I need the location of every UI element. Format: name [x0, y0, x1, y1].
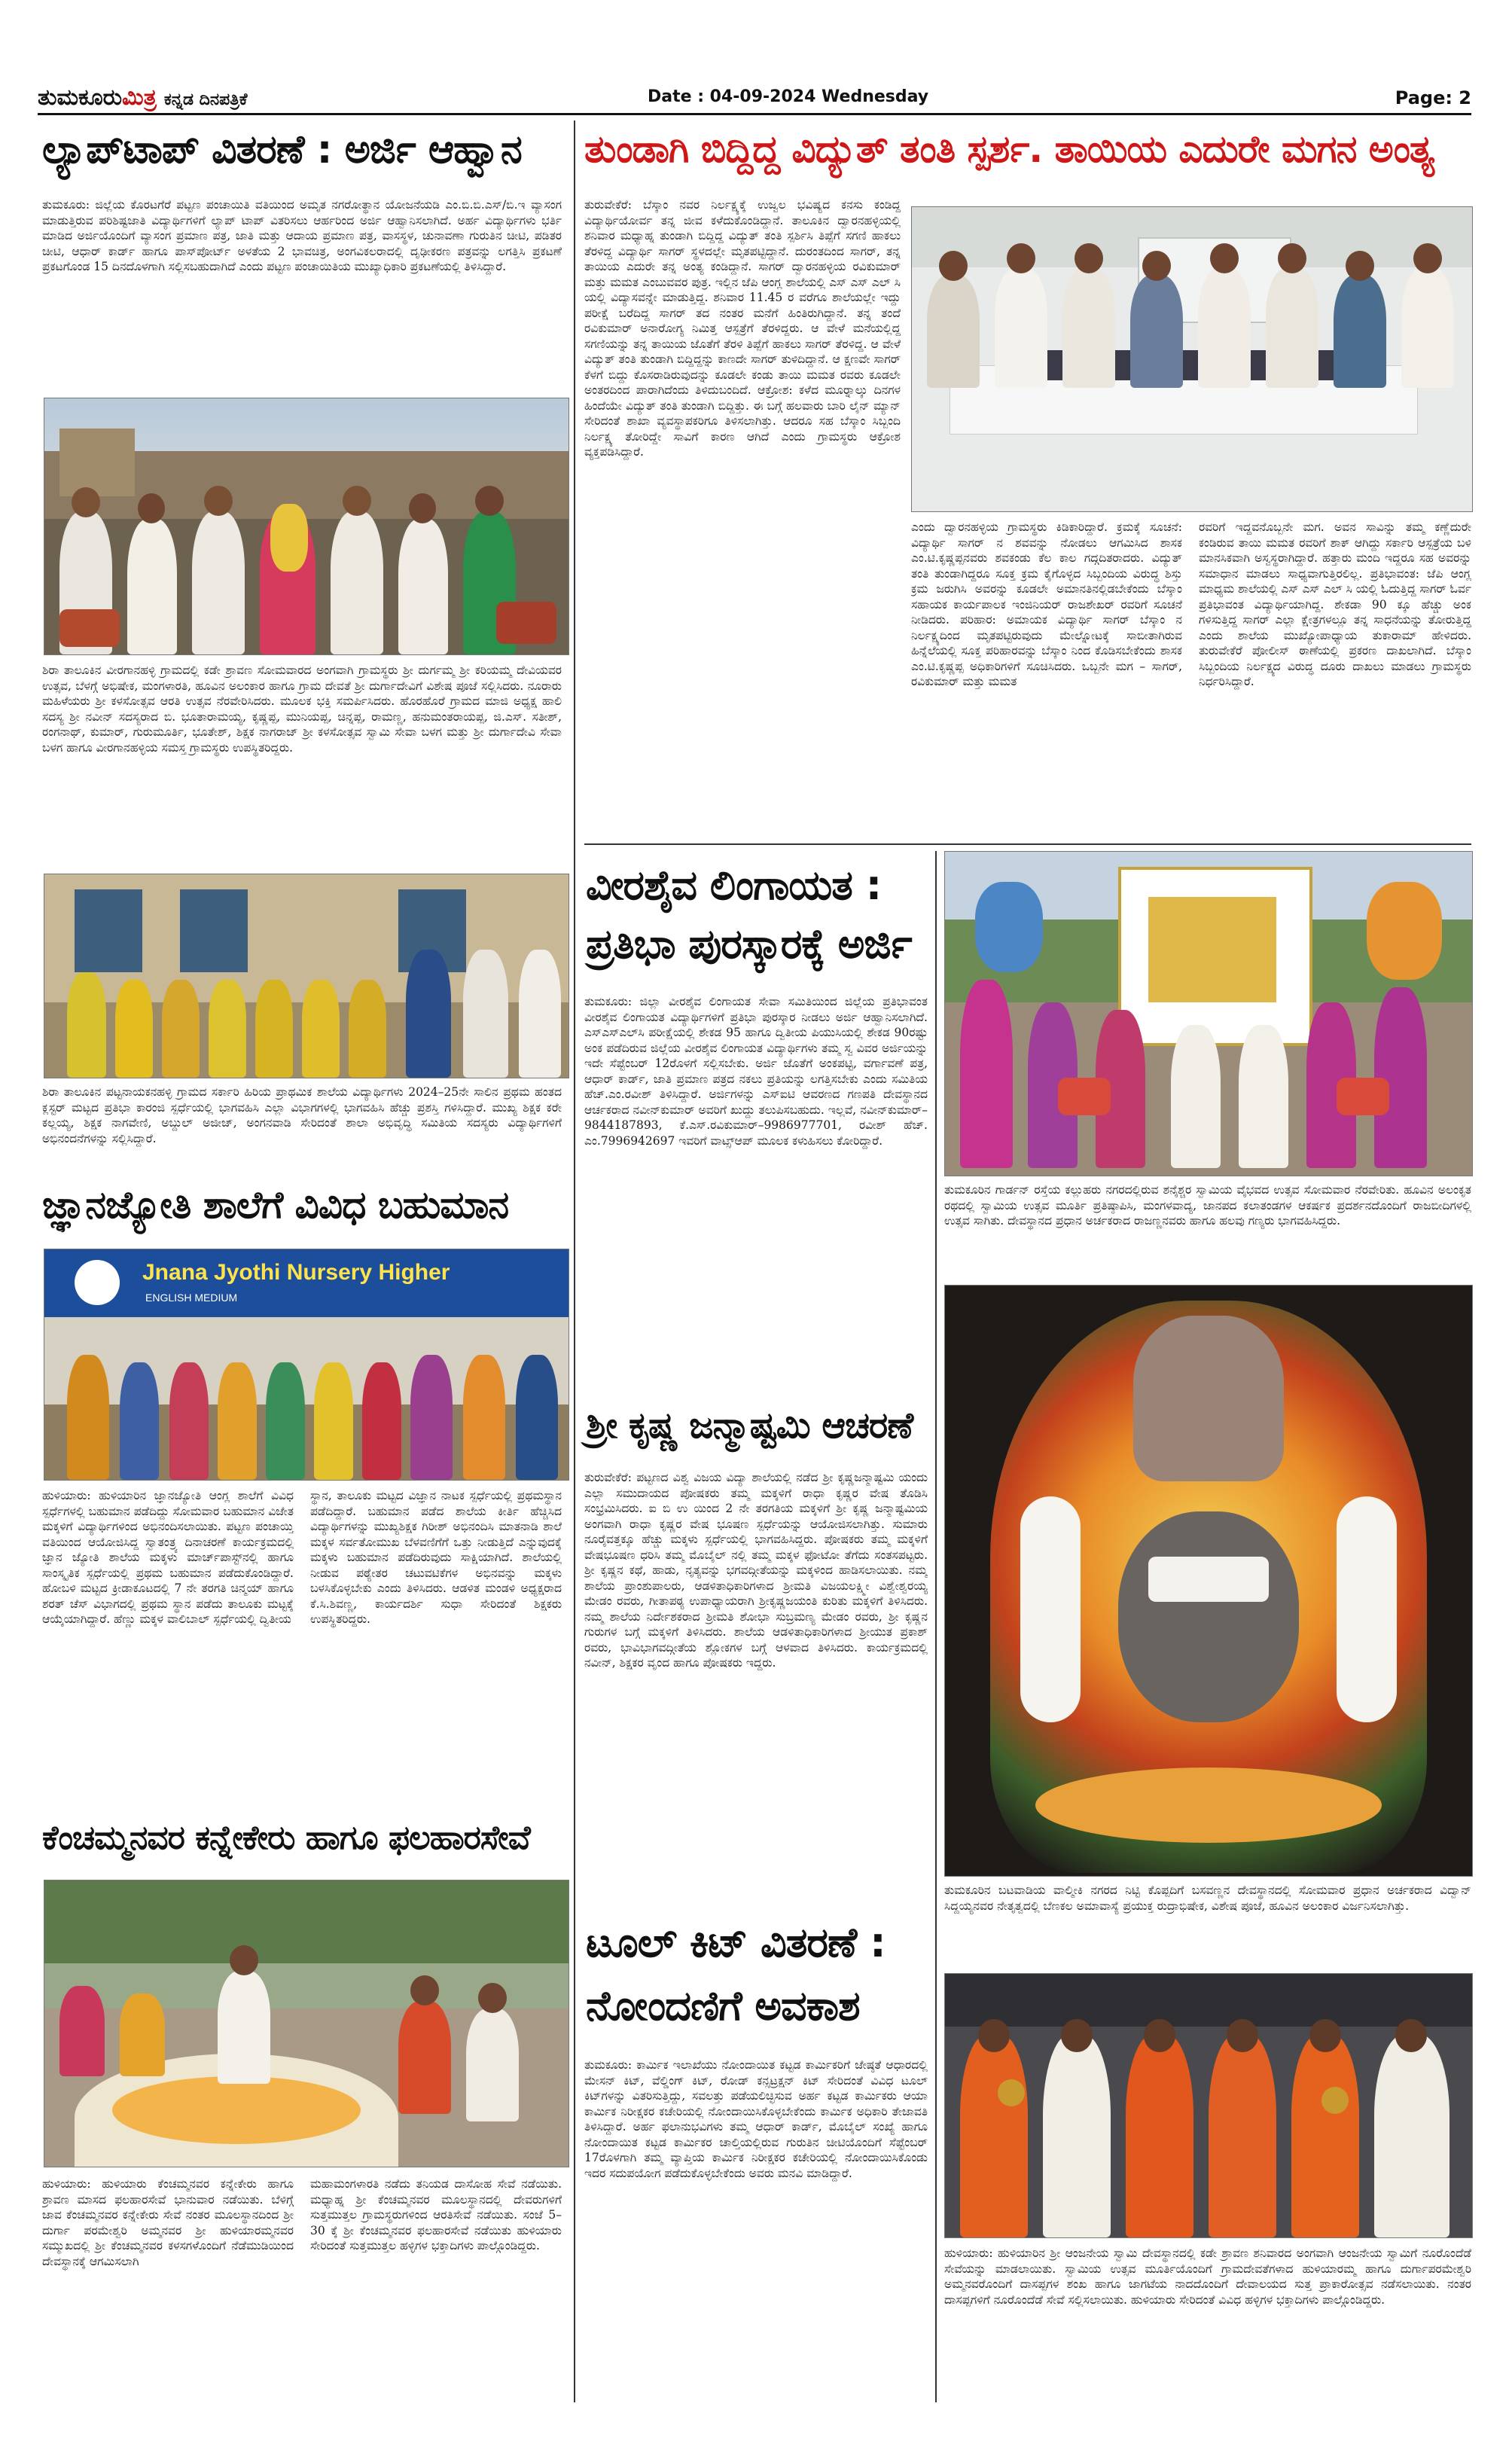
chariot-photo: [944, 851, 1473, 1176]
hospital-photo: [911, 206, 1473, 512]
toolkit-headline-line2: ನೋಂದಣಿಗೆ ಅವಕಾಶ: [586, 1982, 860, 2030]
masthead-rule: [38, 113, 1471, 115]
deity-caption: ತುಮಕೂರಿನ ಬಟವಾಡಿಯ ವಾಲ್ಮೀಕಿ ನಗರದ ನಿಟ್ಟಿ ಕೊಪ್ಪದಿಗೆ ಬಸವಣ್ಣನ ದೇವಸ್ಥಾನದಲ್ಲಿ ಸೋಮವಾರ ಪ್ರಧಾನ ಅರ್ಚಕರಾದ ವಿದ್ವಾನ್ ಸಿದ್ದಯ್ಯನವರ ನೇತೃತ್ವದಲ್ಲಿ ಬೆಣಕಲ ಅಮಾವಾಸ್ಯೆ ಪ್ರಯುಕ್ತ ರುದ್ರಾಭಿಷೇಕ, ವಿಶೇಷ ಪೂಜೆ, ಹೂವಿನ ಅಲಂಕಾರ ವಿರ್ಜನಿಸಲಾಗಿತ್ತು.: [944, 1883, 1471, 1913]
masthead: [38, 84, 1471, 111]
electric-body-col1: ತುರುವೇಕೆರೆ: ಬೆಸ್ಕಾಂ ನವರ ನಿರ್ಲಕ್ಷ್ಯಕ್ಕೆ ಉಜ್ವಲ ಭವಿಷ್ಯದ ಕನಸು ಕಂಡಿದ್ದ ವಿದ್ಯಾರ್ಥಿಯೋರ್ವ ತನ್ನ ಜೀವ ಕಳೆದುಕೊಂಡಿದ್ದಾನೆ. ತಾಲೂಕಿನ ದ್ವಾರನಹಳ್ಳಿಯಲ್ಲಿ ಶನಿವಾರ ಮಧ್ಯಾಹ್ನ ತುಂಡಾಗಿ ಬಿದ್ದಿದ್ದ ವಿದ್ಯುತ್ ತಂತಿ ಸ್ಪರ್ಶಿಸಿ ತಿಪ್ಪೆಗೆ ಸಗಣಿ ಹಾಕಲು ತೆರಳಿದ್ದ ವಿದ್ಯಾರ್ಥಿ ಸಾಗರ್ ಸ್ಥಳದಲ್ಲೇ ಮೃತಪಟ್ಟಿದ್ದಾನೆ. ದುರಂತದಿಂದ ಸಾಗರ್, ತನ್ನ ತಾಯಿಯ ಎದುರೇ ತನ್ನ ಅಂತ್ಯ ಕಂಡಿದ್ದಾನೆ. ಸಾಗರ್ ದ್ವಾರನಹಳ್ಳಿಯ ರವಿಕುಮಾರ್ ಮತ್ತು ಮಮತ ಎಂಬುವವರ ಪುತ್ರ. ಇಲ್ಲಿನ ಜೆಪಿ ಆಂಗ್ಲ ಶಾಲೆಯಲ್ಲಿ ಎಸ್ ಎಸ್ ಎಲ್ ಸಿ ಯಲ್ಲಿ ವಿದ್ಯಾಸವನ್ನೇ ಮಾಡುತ್ತಿದ್ದ. ಶನಿವಾರ 11.45 ರ ವರೆಗೂ ಶಾಲೆಯಲ್ಲೇ ಇದ್ದು ಪರೀಕ್ಷೆ ಬರೆದಿದ್ದ ಸಾಗರ್ ತದ ನಂತರ ಮನೆಗೆ ಹಿಂತಿರುಗಿದ್ದಾನೆ. ತನ್ನ ತಂದೆ ರವಿಕುಮಾರ್ ಅನಾರೋಗ್ಯ ನಿಮಿತ್ತ ಆಸ್ಪತ್ರೆಗೆ ತೆರಳಿದ್ದರು. ಆ ವೇಳೆ ಮನೆಯಲ್ಲಿದ್ದ ಸಗಣಿಯನ್ನು ತನ್ನ ತಾಯಿಯ ಜೊತೆಗೆ ತೆರಳಿ ತಿಪ್ಪೆಗೆ ಹಾಕಲು ಸಾಗರ್ ತೆರಳಿದ್ದ. ಆ ವೇಳೆ ವಿದ್ಯುತ್ ತಂತಿ ತುಂಡಾಗಿ ಬಿದ್ದಿದ್ದನ್ನು ಕಾಣದೇ ಸಾಗರ್ ತುಳಿದಿದ್ದಾನೆ. ಆ ಕ್ಷಣವೇ ಸಾಗರ್ ಕೆಳಗೆ ಬಿದ್ದು ಕೊಸರಾಡಿರುವುದನ್ನು ಕೂಡಲೇ ಕಂಡು ತಾಯಿ ಮಮತ ರವರು ಕೂಡಲೇ ಅಂತರದಿಂದ ಪಾರಾಗಿದೆಂದು ತಿಳಿದುಬಂದಿದೆ. ಆಕ್ರೋಶ: ಕಳೆದ ಮೂರ‍್ನಾಲ್ಕು ದಿನಗಳ ಹಿಂದೆಯೇ ವಿದ್ಯುತ್ ತಂತಿ ತುಂಡಾಗಿ ಬಿದ್ದಿತ್ತು. ಈ ಬಗ್ಗೆ ಹಲವಾರು ಬಾರಿ ಲೈನ್ ಮ್ಯಾನ್ ಸೇರಿದಂತೆ ಶಾಖಾ ವ್ಯವಸ್ಥಾಪಕರಿಗೂ ತಿಳಿಸಲಾಗಿತ್ತು. ಆದರೂ ಸಹ ಬೆಸ್ಕಾಂ ಸಿಬ್ಬಂದಿ ನಿರ್ಲಕ್ಷ್ಯ ತೋರಿದ್ದೇ ಸಾವಿಗೆ ಕಾರಣ ಆಗಿದೆ ಎಂದು ಗ್ರಾಮಸ್ಥರು ಆಕ್ರೋಶ ವ್ಯಕ್ತಪಡಿಸಿದ್ದಾರೆ.: [584, 198, 901, 459]
school-students-photo: [44, 874, 569, 1078]
deity-photo: [944, 1285, 1473, 1877]
edition-date: Date : 04-09-2024 Wednesday: [648, 87, 929, 106]
column-divider: [574, 120, 575, 2402]
veerashaiva-headline-line1: ವೀರಶೈವ ಲಿಂಗಾಯತ :: [586, 862, 882, 909]
laptop-body: ತುಮಕೂರು: ಜಿಲ್ಲೆಯ ಕೊರಟಗೆರೆ ಪಟ್ಟಣ ಪಂಚಾಯಿತಿ ವತಿಯಿಂದ ಅಮೃತ ನಗರೋತ್ಥಾನ ಯೋಜನೆಯಡಿ ಎಂ.ಬಿ.ಬಿ.ಎಸ್/ಬಿ.ಇ ವ್ಯಾಸಂಗ ಮಾಡುತ್ತಿರುವ ಪರಿಶಿಷ್ಟಜಾತಿ ವಿದ್ಯಾರ್ಥಿಗಳಿಗೆ ಲ್ಯಾಪ್ ಟಾಪ್ ವಿತರಿಸಲು ಆರ್ಹರಿಂದ ಅರ್ಜಿ ಆಹ್ವಾನಿಸಲಾಗಿದೆ. ಅರ್ಹ ವಿದ್ಯಾರ್ಥಿಗಳು ಭರ್ತಿ ಮಾಡಿದ ಅರ್ಜಿಯೊಂದಿಗೆ ವ್ಯಾಸಂಗ ಪ್ರಮಾಣ ಪತ್ರ, ಜಾತಿ ಮತ್ತು ಆದಾಯ ಪ್ರಮಾಣ ಪತ್ರ, ವಾಸಸ್ಥಳ, ಚುನಾವಣಾ ಗುರುತಿನ ಚೀಟಿ, ಪಡಿತರ ಚೀಟಿ, ಆಧಾರ್ ಕಾರ್ಡ್ ಹಾಗೂ ಪಾಸ್‌ಪೋರ್ಟ್ ಅಳತೆಯ 2 ಭಾವಚಿತ್ರ, ಅಂಗವಿಕಲರಾದಲ್ಲಿ ದೃಢೀಕರಣ ಪತ್ರವನ್ನು ಲಗತ್ತಿಸಿ ಪ್ರಕಟಣೆ ಪ್ರಕಟಗೊಂಡ 15 ದಿನದೊಳಗಾಗಿ ಸಲ್ಲಿಸಬಹುದಾಗಿದೆ ಎಂದು ಪಟ್ಟಣ ಪಂಚಾಯಿತಿಯ ಮುಖ್ಯಾಧಿಕಾರಿ ಪ್ರಕಟಣೆಯಲ್ಲಿ ತಿಳಿಸಿದ್ದಾರೆ.: [42, 198, 562, 273]
section-divider: [584, 843, 1471, 845]
janmashtami-headline: ಶ್ರೀ ಕೃಷ್ಣ ಜನ್ಮಾಷ್ಟಮಿ ಆಚರಣೆ: [586, 1405, 913, 1447]
procession-photo: [44, 398, 569, 655]
newspaper-name: [38, 84, 248, 111]
kenchamma-headline: ಕೆಂಚಮ್ಮನವರ ಕನ್ನೇಕೇರು ಹಾಗೂ ಫಲಹಾರಸೇವೆ: [42, 1819, 530, 1857]
school-banner-text: Jnana Jyothi Nursery Higher: [142, 1260, 450, 1285]
column-divider-2: [935, 851, 937, 2402]
toolkit-headline-line1: ಟೂಲ್ ಕಿಟ್ ವಿತರಣೆ :: [586, 1919, 886, 1966]
kenchamma-body-right: ಮಹಾಮಂಗಳಾರತಿ ನಡೆದು ತನಿಯಡ ದಾಸೋಹ ಸೇವೆ ನಡೆಯಿತು. ಮಧ್ಯಾಹ್ನ ಶ್ರೀ ಕೆಂಚಮ್ಮನವರ ಮೂಲಸ್ಥಾನದಲ್ಲಿ ದೇವರುಗಳಿಗೆ ಸುತ್ತಮುತ್ತಲ ಗ್ರಾಮಸ್ಥರುಗಳಿಂದ ಆರತಿಸೇವೆ ನಡೆಯಿತು. ಸಂಜೆ 5–30 ಕ್ಕೆ ಶ್ರೀ ಕೆಂಚಮ್ಮನವರ ಫಲಹಾರಸೇವೆ ನಡೆಯಿತು ಹುಳಿಯಾರು ಸೇರಿದಂತೆ ಸುತ್ತಮುತ್ತಲ ಹಳ್ಳಿಗಳ ಭಕ್ತಾದಿಗಳು ಪಾಲ್ಗೊಂಡಿದ್ದರು.: [310, 2177, 562, 2252]
kenchamma-body-left: ಹುಳಿಯಾರು: ಹುಳಿಯಾರು ಕೆಂಚಮ್ಮನವರ ಕನ್ನೇಕೇರು ಹಾಗೂ ಶ್ರಾವಣ ಮಾಸದ ಫಲಹಾರಸೇವೆ ಭಾನುವಾರ ನಡೆಯಿತು. ಬೆಳಿಗ್ಗೆ ಜಾವ ಕೆಂಚಮ್ಮನವರ ಕನ್ನೇಕೇರು ಸೇವೆ ನಂತರ ಮೂಲಸ್ಥಾನದಿಂದ ಶ್ರೀ ದುರ್ಗಾ ಪರಮೇಶ್ವರಿ ಅಮ್ಮನವರ ಶ್ರೀ ಹುಳಿಯಾರಮ್ಮನವರ ಸಮ್ಮುಖದಲ್ಲಿ ಶ್ರೀ ಕೆಂಚಮ್ಮನವರ ಕಳಸಗಳೊಂದಿಗೆ ನೆಡೆಮುಡಿಯಿಂದ ದೇವಸ್ಥಾನಕ್ಕೆ ಆಗಮಿಸಲಾಗಿ: [42, 2177, 294, 2268]
jnanajyothi-body-right: ಸ್ಥಾನ, ತಾಲೂಕು ಮಟ್ಟದ ವಿಜ್ಞಾನ ನಾಟಕ ಸ್ಪರ್ಧೆಯಲ್ಲಿ ಪ್ರಥಮಸ್ಥಾನ ಪಡೆದಿದ್ದಾರೆ. ಬಹುಮಾನ ಪಡೆದ ಶಾಲೆಯ ಕೀರ್ತಿ ಹೆಚ್ಚಿಸಿದ ವಿದ್ಯಾರ್ಥಿಗಳನ್ನು ಮುಖ್ಯಶಿಕ್ಷಕ ಗಿರೀಶ್ ಅಭಿನಂದಿಸಿ ಮಾತನಾಡಿ ಶಾಲೆ ಮಕ್ಕಳ ಸರ್ವತೋಮುಖ ಬೆಳವಣಿಗೆಗೆ ಒತ್ತು ನೀಡುತ್ತಿದೆ ಎನ್ನುವುದಕ್ಕೆ ಮಕ್ಕಳು ಬಹುಮಾನ ಪಡೆದಿರುವುದು ಸಾಕ್ಷಿಯಾಗಿದೆ. ಶಾಲೆಯಲ್ಲಿ ನೀಡುವ ಪಠ್ಯೇತರ ಚಟುವಟಿಕೆಗಳ ಅಭಿನವನ್ನು ಮಕ್ಕಳು ಬಳಸಿಕೊಳ್ಳಬೇಕು ಎಂದು ತಿಳಿಸಿದರು. ಆಡಳಿತ ಮಂಡಳಿ ಅಧ್ಯಕ್ಷರಾದ ಕೆ.ಸಿ.ಶಿವಣ್ಣ, ಕಾರ್ಯದರ್ಶಿ ಸುಧಾ ಸೇರಿದಂತೆ ಶಿಕ್ಷಕರು ಉಪಸ್ಥಿತರಿದ್ದರು.: [310, 1489, 562, 1626]
newspaper-name-part1: ತುಮಕೂರು: [38, 84, 123, 111]
page-number: Page: 2: [1395, 87, 1471, 108]
laptop-headline: ಲ್ಯಾಪ್‌ಟಾಪ್ ವಿತರಣೆ : ಅರ್ಜಿ ಆಹ್ವಾನ: [42, 127, 522, 172]
kenchamma-photo: [44, 1880, 569, 2167]
jnanajyothi-photo: [44, 1249, 569, 1481]
school-logo-icon: [75, 1260, 120, 1305]
chariot-caption: ತುಮಕೂರಿನ ಗಾರ್ಡನ್ ರಸ್ತೆಯ ಕಲ್ಲುಹರು ನಗರದಲ್ಲಿರುವ ಶನೈಶ್ಚರ ಸ್ವಾಮಿಯ ವೈಭವದ ಉತ್ಸವ ಸೋಮವಾರ ನೆರವೇರಿತು. ಹೂವಿನ ಅಲಂಕೃತ ರಥದಲ್ಲಿ ಸ್ವಾಮಿಯ ಉತ್ಸವ ಮೂರ್ತಿ ಪ್ರತಿಷ್ಠಾಪಿಸಿ, ಮಂಗಳವಾದ್ಯ, ಜಾನಪದ ಕಲಾತಂಡಗಳ ಆಕರ್ಷಕ ಪ್ರದರ್ಶನದೊಂದಿಗೆ ರಾಜಬೀದಿಗಳಲ್ಲಿ ಉತ್ಸವ ಸಾಗಿತು. ದೇವಸ್ಥಾನದ ಪ್ರಧಾನ ಅರ್ಚಕರಾದ ರಾಜಣ್ಣನವರು ಹಾಗೂ ಹಲವು ಗಣ್ಯರು ಭಾಗವಹಿಸಿದ್ದರು.: [944, 1183, 1471, 1228]
veerashaiva-body: ತುಮಕೂರು: ಜಿಲ್ಲಾ ವೀರಶೈವ ಲಿಂಗಾಯತ ಸೇವಾ ಸಮಿತಿಯಿಂದ ಜಿಲ್ಲೆಯ ಪ್ರತಿಭಾವಂತ ವೀರಶೈವ ಲಿಂಗಾಯತ ವಿದ್ಯಾರ್ಥಿಗಳಿಗೆ ಪ್ರತಿಭಾ ಪುರಸ್ಕಾರ ನೀಡಲು ಅರ್ಜಿ ಆಹ್ವಾನಿಸಲಾಗಿದೆ. ಎಸ್‌ಎಸ್‌ಎಲ್‌ಸಿ ಪರೀಕ್ಷೆಯಲ್ಲಿ ಶೇಕಡ 95 ಹಾಗೂ ದ್ವಿತೀಯ ಪಿಯುಸಿಯಲ್ಲಿ ಶೇಕಡ 90ರಷ್ಟು ಅಂಕ ಪಡೆದಿರುವ ಜಿಲ್ಲೆಯ ವೀರಶೈವ ಲಿಂಗಾಯತ ವಿದ್ಯಾರ್ಥಿಗಳು ತಮ್ಮ ಸ್ವ ವಿವರ ಅರ್ಜಿಯನ್ನು ಇದೇ ಸೆಪ್ಟೆಂಬರ್ 12ರೊಳಗೆ ಸಲ್ಲಿಸಬೇಕು. ಅರ್ಜಿ ಜೊತೆಗೆ ಅಂಕಪಟ್ಟಿ, ವರ್ಗಾವಣೆ ಪತ್ರ, ಆಧಾರ್ ಕಾರ್ಡ್, ಜಾತಿ ಪ್ರಮಾಣ ಪತ್ರದ ನಕಲು ಪ್ರತಿಯನ್ನು ಲಗತ್ತಿಸಬೇಕು ಎಂದು ಸಮಿತಿಯ ಹೆಚ್.ಎಂ.ರವೀಶ್ ತಿಳಿಸಿದ್ದಾರೆ. ಅರ್ಜಿಗಳನ್ನು ಎಸ್‌ಐಟಿ ಆವರಣದ ಗಣಪತಿ ದೇವಸ್ಥಾನದ ಆರ್ಚಕರಾದ ನವೀನ್‌ಕುಮಾರ್ ಅವರಿಗೆ ಖುದ್ದು ತಲುಪಿಸಬಹುದು. ಇಲ್ಲವೆ, ನವೀನ್‌ಕುಮಾರ್–9844187893, ಕೆ.ಎಸ್.ರವಿಕುಮಾರ್–9986977701, ರವೀಶ್ ಹೆಚ್. ಎಂ.7996942697 ಇವರಿಗೆ ವಾಟ್ಸ್‌ಆಪ್ ಮೂಲಕ ಕಳುಹಿಸಲು ಕೋರಿದ್ದಾರೆ.: [584, 995, 928, 1148]
anjaneya-caption: ಹುಳಿಯಾರು: ಹುಳಿಯಾರಿನ ಶ್ರೀ ಆಂಜನೇಯ ಸ್ವಾಮಿ ದೇವಸ್ಥಾನದಲ್ಲಿ ಕಡೇ ಶ್ರಾವಣ ಶನಿವಾರದ ಅಂಗವಾಗಿ ಆಂಜನೇಯ ಸ್ವಾಮಿಗೆ ನೂರೊಂದೆಡೆ ಸೇವೆಯನ್ನು ಮಾಡಲಾಯಿತು. ಸ್ವಾಮಿಯ ಉತ್ಸವ ಮೂರ್ತಿಯೊಂದಿಗೆ ಗ್ರಾಮದೇವತೆಗಳಾದ ಹುಳಿಯಾರಮ್ಮ ಹಾಗೂ ದುರ್ಗಾಪರಮೇಶ್ವರಿ ಅಮ್ಮನವರೊಂದಿಗೆ ದಾಸಪ್ಪಗಳ ಶಂಖ ಹಾಗೂ ಜಾಗಟೆಯ ನಾದದೊಂದಿಗೆ ದೇವಾಲಯದ ಸುತ್ತ ಪ್ರಾಕಾರೋತ್ಸವ ನಡೆಸಲಾಯಿತು. ನಂತರ ದಾಸಪ್ಪಗಳಿಗೆ ನೂರೊಂದೆಡೆ ಸೇವೆ ಸಲ್ಲಿಸಲಾಯಿತು. ಹುಳಿಯಾರು ಸೇರಿದಂತೆ ವಿವಿಧ ಹಳ್ಳಿಗಳ ಭಕ್ತಾದಿಗಳು ಪಾಲ್ಗೊಂಡಿದ್ದರು.: [944, 2246, 1471, 2307]
jnanajyothi-body-left: ಹುಳಿಯಾರು: ಹುಳಿಯಾರಿನ ಜ್ಞಾನಜ್ಯೋತಿ ಆಂಗ್ಲ ಶಾಲೆಗೆ ವಿವಿಧ ಸ್ಪರ್ಧೆಗಳಲ್ಲಿ ಬಹುಮಾನ ಪಡೆದಿದ್ದು ಸೋಮವಾರ ಬಹುಮಾನ ವಿಜೇತ ಮಕ್ಕಳಿಗೆ ವಿದ್ಯಾರ್ಥಿಗಳಿಂದ ಅಭಿನಂದಿಸಲಾಯಿತು. ಪಟ್ಟಣ ಪಂಚಾಯ್ತಿ ವತಿಯಿಂದ ಆಯೋಜಿಸಿದ್ದ ಸ್ವಾತಂತ್ರ್ಯ ದಿನಾಚರಣೆ ಕಾರ್ಯಕ್ರಮದಲ್ಲಿ ಜ್ಞಾನ ಜ್ಯೋತಿ ಶಾಲೆಯ ಮಕ್ಕಳು ಮಾರ್ಚ್‌ಪಾಸ್ಟ್‌ನಲ್ಲಿ ಹಾಗೂ ಸಾಂಸ್ಕೃತಿಕ ಸ್ಪರ್ಧೆಯಲ್ಲಿ ಪ್ರಥಮ ಬಹುಮಾನ ಪಡೆದುಕೊಂಡಿದ್ದಾರೆ. ಹೋಬಳಿ ಮಟ್ಟದ ಕ್ರೀಡಾಕೂಟದಲ್ಲಿ 7 ನೇ ತರಗತಿ ಚಿನ್ಮಯ್ ಹಾಗೂ ಶರತ್ ಚೆಸ್ ವಿಭಾಗದಲ್ಲಿ ಪ್ರಥಮ ಸ್ಥಾನ ಪಡೆದು ತಾಲೂಕು ಮಟ್ಟಕ್ಕೆ ಆಯ್ಕೆಯಾಗಿದ್ದಾರೆ. ಹೆಣ್ಣು ಮಕ್ಕಳ ವಾಲಿಬಾಲ್ ಸ್ಪರ್ಧೆಯಲ್ಲಿ ದ್ವಿತೀಯ: [42, 1489, 294, 1626]
school-banner-sub: ENGLISH MEDIUM: [145, 1292, 238, 1304]
newspaper-subtitle: ಕನ್ನಡ ದಿನಪತ್ರಿಕೆ: [163, 90, 248, 109]
anjaneya-photo: [944, 1973, 1473, 2238]
jnanajyothi-headline: ಜ್ಞಾನಜ್ಯೋತಿ ಶಾಲೆಗೆ ವಿವಿಧ ಬಹುಮಾನ: [42, 1183, 509, 1227]
procession-caption: ಶಿರಾ ತಾಲೂಕಿನ ವೀರಗಾನಹಳ್ಳಿ ಗ್ರಾಮದಲ್ಲಿ ಕಡೇ ಶ್ರಾವಣ ಸೋಮವಾರದ ಅಂಗವಾಗಿ ಗ್ರಾಮಸ್ಥರು ಶ್ರೀ ದುರ್ಗಮ್ಮ ಶ್ರೀ ಕರಿಯಮ್ಮ ದೇವಿಯವರ ಉತ್ಸವ, ಬೆಳಗ್ಗೆ ಅಭಿಷೇಕ, ಮಂಗಳಾರತಿ, ಹೂವಿನ ಅಲಂಕಾರ ಹಾಗೂ ಗ್ರಾಮ ದೇವತೆ ಶ್ರೀ ದುರ್ಗಾದೇವಿಗೆ ವಿಶೇಷ ಪೂಜೆ ಸಲ್ಲಿಸಿದರು. ನೂರಾರು ಮಹಿಳೆಯರು ಶ್ರೀ ಕಳಸೋತ್ಸವ ಆರತಿ ಉತ್ಸವ ನೆರವೇರಿಸಿದರು. ಮೂಲಕ ಭಕ್ತಿ ಸಮರ್ಪಿಸಿದರು. ಹೊರಹೊರೆ ಗ್ರಾಮದ ಮಾಜಿ ಅಧ್ಯಕ್ಷ ಹಾಲಿ ಸದಸ್ಯ ಶ್ರೀ ನವೀನ್ ಸದಸ್ಯರಾದ ಬಿ. ಭೂತಾರಾಮಯ್ಯ, ಕೃಷ್ಣಪ್ಪ, ಮುನಿಯಪ್ಪ, ಚಿನ್ನಪ್ಪ, ರಾಮಣ್ಣ, ಹನುಮಂತರಾಯಪ್ಪ, ಜಿ.ಎಸ್. ಸತೀಶ್, ರಂಗನಾಥ್, ಕುಮಾರ್, ಗುರುಮೂರ್ತಿ, ಭೂತೇಶ್, ಶಿಕ್ಷಕ ನಾಗರಾಜ್ ಶ್ರೀ ಕಳಸೋತ್ಸವ ಸ್ವಾಮಿ ಸೇವಾ ಬಳಗ ಮತ್ತು ಶ್ರೀ ದುರ್ಗಾದೇವಿ ಸೇವಾ ಬಳಗ ಹಾಗೂ ವೀರಗಾನಹಳ್ಳಿಯ ಸಮಸ್ತ ಗ್ರಾಮಸ್ಥರು ಉಪಸ್ಥಿತರಿದ್ದರು.: [42, 663, 562, 755]
janmashtami-body: ತುರುವೇಕೆರೆ: ಪಟ್ಟಣದ ವಿಶ್ವ ವಿಜಯ ವಿದ್ಯಾ ಶಾಲೆಯಲ್ಲಿ ನಡೆದ ಶ್ರೀ ಕೃಷ್ಣಜನ್ಮಾಷ್ಟಮಿ ಯಂದು ಎಲ್ಲಾ ಸಮುದಾಯದ ಪೋಷಕರು ತಮ್ಮ ಮಕ್ಕಳಿಗೆ ರಾಧಾ ಕೃಷ್ಣರ ವೇಷ ತೊಡಿಸಿ ಸಂಭ್ರಮಿಸಿದರು. ಐ ಬಿ ಉ ಯಿಂದ 2 ನೇ ತರಗತಿಯ ಮಕ್ಕಳಿಗೆ ಶ್ರೀ ಕೃಷ್ಣ ಜನ್ಮಾಷ್ಟಮಿಯ ಅಂಗವಾಗಿ ರಾಧಾ ಕೃಷ್ಣರ ವೇಷ ಭೂಷಣ ಸ್ಪರ್ಧೆಯನ್ನು ಆಯೋಜಿಸಲಾಗಿತ್ತು. ಸುಮಾರು ನೂರೈವತ್ತಕ್ಕೂ ಹೆಚ್ಚು ಮಕ್ಕಳು ಸ್ಪರ್ಧೆಯಲ್ಲಿ ಭಾಗವಹಿಸಿದ್ದರು. ಪೋಷಕರು ತಮ್ಮ ಮಕ್ಕಳಿಗೆ ವೇಷಭೂಷಣ ಧರಿಸಿ ತಮ್ಮ ಮೊಬೈಲ್ ನಲ್ಲಿ ತಮ್ಮ ಮಕ್ಕಳ ಫೋಟೋ ತೆಗೆದು ಸಂತಸಪಟ್ಟರು. ಶ್ರೀ ಕೃಷ್ಣನ ಕಥೆ, ಹಾಡು, ನೃತ್ಯವನ್ನು ಭಗವದ್ಗೀತೆಯನ್ನು ಮಕ್ಕಳಿಂದ ಹಾಡಿಸಲಾಯಿತು. ನಮ್ಮ ಶಾಲೆಯ ಪ್ರಾಂಶುಪಾಲರು, ಆಡಳಿತಾಧಿಕಾರಿಗಳಾದ ಶ್ರೀಮತಿ ವಿಜಯಲಕ್ಷ್ಮೀ ವಿಶ್ವೇಶ್ವರಯ್ಯ ಮೇಡಂ ರವರು, ಗೀತಾಪಠ್ಯ ಉಪಾಧ್ಯಾಯರಾಗಿ ಶ್ರೀಕೃಷ್ಣಜಯಂತಿ ಕುರಿತು ಮಕ್ಕಳಿಗೆ ತಿಳಿಸಿದರು. ನಮ್ಮ ಶಾಲೆಯ ನಿರ್ದೇಶಕರಾದ ಶ್ರೀಮತಿ ಶೋಭಾ ಸುಬ್ರಮಣ್ಯ ಮೇಡಂ ರವರು, ಶ್ರೀ ಕೃಷ್ಣನ ಗುರುಗಳ ಬಗ್ಗೆ ಮಕ್ಕಳಿಗೆ ತಿಳಿಸಿದರು. ಶಾಲೆಯ ಆಡಳಿತಾಧಿಕಾರಿಗಳಾದ ಶ್ರೀಯುತ ಪ್ರಕಾಶ್ ರವರು, ಭಾವಿಭಾಗವದ್ಗೀತೆಯ ಶ್ಲೋಕಗಳ ಬಗ್ಗೆ ಆಳವಾದ ತಿಳಿಸಿದರು. ಕಾರ್ಯಕ್ರಮದಲ್ಲಿ ನವೀನ್, ಶಿಕ್ಷಕರ ವೃಂದ ಹಾಗೂ ಪೋಷಕರು ಇದ್ದರು.: [584, 1471, 928, 1670]
electric-headline: ತುಂಡಾಗಿ ಬಿದ್ದಿದ್ದ ವಿದ್ಯುತ್ ತಂತಿ ಸ್ಪರ್ಶ. ತಾಯಿಯ ಎದುರೇ ಮಗನ ಅಂತ್ಯ: [584, 127, 1434, 171]
newspaper-name-part2: ಮಿತ್ರ: [122, 84, 157, 111]
electric-body-col2: ಎಂದು ದ್ವಾರನಹಳ್ಳಿಯ ಗ್ರಾಮಸ್ಥರು ಕಿಡಿಕಾರಿದ್ದಾರೆ. ಕ್ರಮಕ್ಕೆ ಸೂಚನೆ: ವಿದ್ಯಾರ್ಥಿ ಸಾಗರ್ ನ ಶವವನ್ನು ನೋಡಲು ಆಗಮಿಸಿದ ಶಾಸಕ ಎಂ.ಟಿ.ಕೃಷ್ಣಪ್ಪನವರು ಶವಕಂಡು ಕೆಲ ಕಾಲ ಗದ್ಗದಿತರಾದರು. ವಿದ್ಯುತ್ ತಂತಿ ತುಂಡಾಗಿದ್ದರೂ ಸೂಕ್ತ ಕ್ರಮ ಕೈಗೊಳ್ಳದ ಸಿಬ್ಬಂದಿಯ ವಿರುದ್ಧ ಶಿಸ್ತು ಕ್ರಮ ಜರುಗಿಸಿ ಅವರನ್ನು ಕೂಡಲೇ ಅಮಾನತಿನಲ್ಲಿಡಬೇಕೆಂದು ಬೆಸ್ಕಾಂ ಸಹಾಯಕ ಕಾರ್ಯಪಾಲಕ ಇಂಜಿನಿಯರ್ ರಾಜಶೇಖರ್ ರವರಿಗೆ ಸೂಚನೆ ನೀಡಿದರು. ಪರಿಹಾರ: ಅಮಾಯಕ ವಿದ್ಯಾರ್ಥಿ ಸಾಗರ್ ಬೆಸ್ಕಾಂ ನ ನಿರ್ಲಕ್ಷ್ಯದಿಂದ ಮೃತಪಟ್ಟಿರುವುದು ಮೇಲ್ನೋಟಕ್ಕೆ ಸಾಬೀತಾಗಿರುವ ಹಿನ್ನೆಲೆಯಲ್ಲಿ ಸೂಕ್ತ ಪರಿಹಾರವನ್ನು ಬೆಸ್ಕಾಂ ನಿಂದ ಕೊಡಿಸಬೇಕೆಂದು ಶಾಸಕ ಎಂ.ಟಿ.ಕೃಷ್ಣಪ್ಪ ಅಧಿಕಾರಿಗಳಿಗೆ ಸೂಚಿಸಿದರು. ಒಬ್ಬನೇ ಮಗ – ಸಾಗರ್, ರವಿಕುಮಾರ್ ಮತ್ತು ಮಮತ: [911, 520, 1182, 688]
veerashaiva-headline-line2: ಪ್ರತಿಭಾ ಪುರಸ್ಕಾರಕ್ಕೆ ಅರ್ಜಿ: [586, 920, 912, 968]
school-students-caption: ಶಿರಾ ತಾಲೂಕಿನ ಪಟ್ಟನಾಯಕನಹಳ್ಳಿ ಗ್ರಾಮದ ಸರ್ಕಾರಿ ಹಿರಿಯ ಪ್ರಾಥಮಿಕ ಶಾಲೆಯ ವಿದ್ಯಾರ್ಥಿಗಳು 2024–25ನೇ ಸಾಲಿನ ಪ್ರಥಮ ಹಂತದ ಕ್ಲಸ್ಟರ್ ಮಟ್ಟದ ಪ್ರತಿಭಾ ಕಾರಂಜಿ ಸ್ಪರ್ಧೆಯಲ್ಲಿ ಭಾಗವಹಿಸಿ ಎಲ್ಲಾ ವಿಭಾಗಗಳಲ್ಲಿ ಭಾಗವಹಿಸಿ ಹೆಚ್ಚು ಪ್ರಶಸ್ತಿ ಗಳಿಸಿದ್ದಾರೆ. ಮುಖ್ಯ ಶಿಕ್ಷಕ ಕರೇ ಕಲ್ಲಯ್ಯ, ಶಿಕ್ಷಕ ನಾಗವೇಣಿ, ಅಬ್ದುಲ್ ಅಜೀಜ್, ಅಂಗನವಾಡಿ ಸೇರಿದಂತೆ ಶಾಲಾ ಅಭಿವೃದ್ಧಿ ಸಮಿತಿಯ ಸದಸ್ಯರು ವಿದ್ಯಾರ್ಥಿಗಳಿಗೆ ಅಭಿನಂದನೆಗಳನ್ನು ಸಲ್ಲಿಸಿದ್ದಾರೆ.: [42, 1085, 562, 1145]
electric-body-col3: ರವರಿಗೆ ಇದ್ದವನೊಬ್ಬನೇ ಮಗ. ಅವನ ಸಾವಿನ್ನು ತಮ್ಮ ಕಣ್ಣೆದುರೇ ಕಂಡಿರುವ ತಾಯಿ ಮಮತ ರವರಿಗೆ ಶಾಕ್ ಆಗಿದ್ದು ಸರ್ಕಾರಿ ಆಸ್ಪತ್ರೆಯ ಬಳಿ ಮಾನಸಿಕವಾಗಿ ಅಸ್ವಸ್ಥರಾಗಿದ್ದಾರೆ. ಹತ್ತಾರು ಮಂದಿ ಇದ್ದರೂ ಸಹ ಅವರನ್ನು ಸಮಾಧಾನ ಮಾಡಲು ಸಾಧ್ಯವಾಗುತ್ತಿರಲಿಲ್ಲ. ಪ್ರತಿಭಾವಂತ: ಜೆಪಿ ಆಂಗ್ಲ ಮಾಧ್ಯಮ ಶಾಲೆಯಲ್ಲಿ ಎಸ್ ಎಸ್ ಎಲ್ ಸಿ ಯಲ್ಲಿ ಓದುತ್ತಿದ್ದ ಸಾಗರ್ ಓರ್ವ ಪ್ರತಿಭಾವಂತ ವಿದ್ಯಾರ್ಥಿಯಾಗಿದ್ದ. ಶೇಕಡಾ 90 ಕ್ಕೂ ಹೆಚ್ಚು ಅಂಕ ಗಳಿಸುತ್ತಿದ್ದ ಸಾಗರ್ ಎಲ್ಲಾ ಕ್ಷೇತ್ರಗಳಲ್ಲೂ ತನ್ನ ಸಾಧನೆಯನ್ನು ತೋರುತ್ತಿದ್ದ ಎಂದು ಶಾಲೆಯ ಮುಖ್ಯೋಪಾಧ್ಯಾಯ ತುಕಾರಾಮ್ ಹೇಳಿದರು. ತುರುವೇಕೆರೆ ಪೋಲೀಸ್ ಠಾಣೆಯಲ್ಲಿ ಪ್ರಕರಣ ದಾಖಲಾಗಿದೆ. ಬೆಸ್ಕಾಂ ಸಿಬ್ಬಂದಿಯ ನಿರ್ಲಕ್ಷ್ಯದ ವಿರುದ್ಧ ದೂರು ದಾಖಲು ಮಾಡಲು ಗ್ರಾಮಸ್ಥರು ನಿರ್ಧರಿಸಿದ್ದಾರೆ.: [1199, 520, 1471, 688]
toolkit-body: ತುಮಕೂರು: ಕಾರ್ಮಿಕ ಇಲಾಖೆಯು ನೋಂದಾಯಿತ ಕಟ್ಟಡ ಕಾರ್ಮಿಕರಿಗೆ ಜೇಷ್ಠತೆ ಆಧಾರದಲ್ಲಿ ಮೇಸನ್ ಕಿಟ್, ವೆಲ್ಡಿಂಗ್ ಕಿಟ್, ರೋಡ್ ಕನ್ಸಟ್ರಕ್ಷನ್ ಕಿಟ್ ಸೇರಿದಂತೆ ವಿವಿಧ ಟೂಲ್ ಕಿಟ್‌ಗಳನ್ನು ವಿತರಿಸುತ್ತಿದ್ದು, ಸವಲತ್ತು ಪಡೆಯಲಿಚ್ಛಿಸುವ ಅರ್ಹ ಕಟ್ಟಡ ಕಾರ್ಮಿಕರು ಆಯಾ ಕಾರ್ಮಿಕ ನಿರೀಕ್ಷಕರ ಕಚೇರಿಯಲ್ಲಿ ನೋಂದಾಯಿಸಿಕೊಳ್ಳಬೇಕೆಂದು ಕಾರ್ಮಿಕ ಅಧಿಕಾರಿ ತೇಜಾವತಿ ತಿಳಿಸಿದ್ದಾರೆ. ಅರ್ಹ ಫಲಾನುಭವಿಗಳು ತಮ್ಮ ಆಧಾರ್ ಕಾರ್ಡ್, ಮೊಬೈಲ್ ಸಂಖ್ಯೆ ಹಾಗೂ ನೋಂದಾಯಿತ ಕಟ್ಟಡ ಕಾರ್ಮಿಕರ ಚಾಲ್ತಿಯಲ್ಲಿರುವ ಗುರುತಿನ ಚೀಟಿಯೊಂದಿಗೆ ಸೆಪ್ಟೆಂಬರ್ 17ರೊಳಗಾಗಿ ತಮ್ಮ ವ್ಯಾಪ್ತಿಯ ಕಾರ್ಮಿಕ ನಿರೀಕ್ಷಕರ ಕಚೇರಿಯಲ್ಲಿ ನೋಂದಾಯಿಸಿಕೊಂಡು ಇದರ ಸದುಪಯೋಗ ಪಡೆದುಕೊಳ್ಳಬೇಕೆಂದು ಅವರು ಮನವಿ ಮಾಡಿದ್ದಾರೆ.: [584, 2058, 928, 2180]
